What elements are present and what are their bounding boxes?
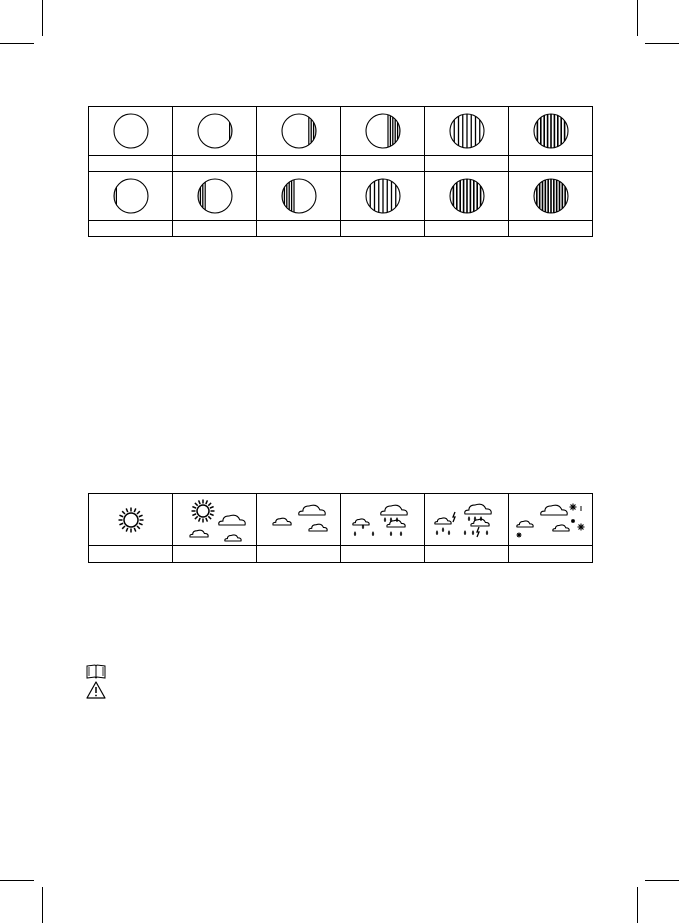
moon-label: [341, 221, 425, 237]
waxing-gibbous-icon: [341, 176, 424, 216]
waxing-crescent-thin-icon: [89, 176, 172, 216]
cloudy-icon: [257, 495, 340, 545]
weather-label: [173, 546, 257, 563]
moon-label: [257, 156, 341, 172]
moon-phase-table: [88, 106, 593, 237]
sunny-icon: [89, 495, 172, 545]
weather-label: [89, 546, 173, 563]
weather-label: [509, 546, 593, 563]
weather-label: [257, 546, 341, 563]
moon-label: [89, 156, 173, 172]
moon-label: [173, 156, 257, 172]
crop-mark-bottom-right-h: [645, 880, 679, 881]
moon-row-2-icons: [89, 172, 593, 221]
last-quarter-icon: [341, 111, 424, 151]
first-quarter-icon: [257, 176, 340, 216]
weather-label: [341, 546, 425, 563]
crop-mark-bottom-left-v: [42, 887, 43, 923]
moon-label: [341, 156, 425, 172]
moon-label: [89, 221, 173, 237]
warning-icon: [86, 681, 106, 698]
full-moon-icon: [89, 111, 172, 151]
waning-crescent-icon: [425, 111, 508, 151]
moon-label: [425, 221, 509, 237]
book-icon: [86, 664, 106, 681]
waxing-crescent-icon: [173, 176, 256, 216]
rainy-icon: [341, 495, 424, 545]
crop-mark-bottom-right-v: [637, 887, 638, 923]
weather-icons-row: [89, 494, 593, 546]
partly-cloudy-icon: [173, 495, 256, 545]
snowy-icon: [509, 495, 592, 545]
moon-label: [257, 221, 341, 237]
moon-label: [509, 221, 593, 237]
moon-row-1-labels: [89, 156, 593, 172]
moon-label: [509, 156, 593, 172]
moon-row-2-labels: [89, 221, 593, 237]
waxing-gibbous-late-icon: [425, 176, 508, 216]
weather-label: [425, 546, 509, 563]
moon-row-1-icons: [89, 107, 593, 156]
weather-labels-row: [89, 546, 593, 563]
moon-label: [425, 156, 509, 172]
crop-mark-bottom-left-h: [0, 880, 34, 881]
waning-gibbous-late-icon: [257, 111, 340, 151]
stormy-icon: [425, 495, 508, 545]
crop-mark-top-right-h: [645, 43, 679, 44]
crop-mark-top-left-v: [42, 0, 43, 36]
waning-gibbous-icon: [173, 111, 256, 151]
moon-label: [173, 221, 257, 237]
new-moon-icon: [509, 176, 592, 216]
crop-mark-top-left-h: [0, 43, 34, 44]
weather-forecast-table: [88, 493, 593, 563]
new-moon-early-icon: [509, 111, 592, 151]
crop-mark-top-right-v: [637, 0, 638, 36]
